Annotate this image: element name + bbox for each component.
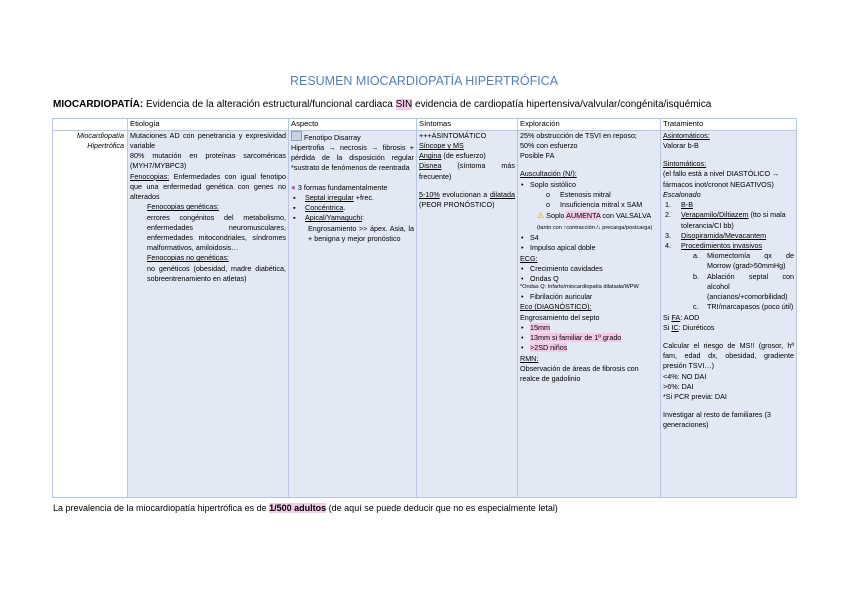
aspecto-b3 [291, 213, 414, 223]
ic-a: Si [663, 322, 672, 332]
ic-c: : Diuréticos [678, 322, 715, 332]
header-tratamiento: Tratamiento [661, 119, 797, 131]
fenocopias-text: Enfermedades con igual fenotipo que una enfermedad genética con genes no alterados [130, 171, 286, 202]
aspecto-l1-text: Fenotipo Disarray [302, 132, 361, 142]
intro-label: MIOCARDIOPATÍA: [53, 99, 144, 110]
ecg-note: *Ondas Q: Infarto/miocardiopatía dilatada/WPW [520, 284, 639, 291]
tto-4: 4. Procedimientos invasivos [665, 240, 763, 250]
fenocopias-label: Fenocopias: [130, 171, 170, 181]
tto-4a: a. Miomectomía qx de Morrow (grad>50mmHg) [693, 251, 794, 271]
footer-highlight: 1/500 adultos [269, 503, 327, 513]
sintomaticos-text: (el fallo está a nivel DIASTÓLICO → fármacos inot/cronot NEGATIVOS) [663, 169, 780, 189]
footer-note [53, 503, 558, 513]
estenosis-mitral: o Estenosis mitral [520, 190, 658, 200]
tto-4a-text: Miomectomía qx de Morrow (grad>50mmHg) [707, 251, 794, 271]
riesgo-2: >6%: DAI [663, 381, 694, 391]
eco-2sd [520, 343, 658, 353]
tto-4b: b. Ablación septal con alcohol (ancianos/+comorbilidad) [693, 271, 794, 302]
tto-4-text: Procedimientos invasivos [681, 240, 763, 250]
fa-c: : AOD [680, 312, 700, 322]
eco-label: Eco (DIAGNÓSTICO): [520, 302, 592, 312]
aspecto-l3-text: 3 formas fundamentalmente [295, 182, 388, 192]
auscultacion-label: Auscultación (N/): [520, 169, 577, 179]
soplo-sistolico: • Soplo sistólico [520, 180, 658, 190]
riesgo-3: *Si PCR previa: DAI [663, 392, 727, 402]
warning-icon: ⚠ [537, 211, 545, 221]
row-label [53, 130, 128, 497]
tto-4c-text: TRI/marcapasos (poco útil) [707, 302, 794, 312]
apical-label: Apical/Yamaguchi [305, 213, 362, 223]
fenocopias-no-geneticas-label: Fenocopias no genéticas: [147, 253, 229, 263]
apical-text: Engrosamiento >> ápex. Asia, la + benigna y mejor pronóstico [308, 223, 414, 243]
page-title: RESUMEN MIOCARDIOPATÍA HIPERTRÓFICA [289, 74, 559, 88]
sintomas-l2: Síncope y MS [419, 141, 464, 150]
header-etiologia: Etiología [128, 119, 289, 131]
rmn-label: RMN: [520, 353, 539, 363]
aspecto-b2 [291, 203, 414, 213]
intro-text-a: Evidencia de la alteración estructural/funcional cardiaca [143, 99, 396, 110]
ic-b: IC [671, 322, 679, 332]
disnea-label: Disnea [419, 161, 442, 171]
bullet-dot-icon: ● [291, 182, 296, 192]
fenocopias-geneticas-label: Fenocopias genéticas: [147, 202, 219, 212]
etiologia-p1: Mutaciones AD con penetrancia y expresividad variable [130, 130, 286, 150]
footer-a: La prevalencia de la miocardiopatía hipertrófica es de [53, 503, 270, 513]
ecg-label: ECG: [520, 253, 538, 263]
header-aspecto: Aspecto [289, 119, 417, 131]
ecg-crecimiento: • Crecimiento cavidades [520, 264, 658, 274]
impulso-apical: • Impulso apical doble [520, 243, 658, 253]
cell-tratamiento [661, 130, 797, 497]
disnea-rest: (síntoma más frecuente) [419, 161, 515, 181]
fenocopias-no-geneticas-text: no genéticos (obesidad, madre diabética, sobreentrenamiento en atletas) [147, 263, 286, 283]
riesgo-1: <4%: NO DAI [663, 371, 707, 381]
exploracion-l3: Posible FA [520, 151, 555, 161]
sintomas-l5 [419, 190, 515, 210]
riesgo-ms: Calcular el riesgo de MS!! (grosor, hª fam, edad dx, obesidad, gradiente presión TSVI…) [663, 340, 794, 371]
tto-4b-text: Ablación septal con alcohol (ancianos/+comorbilidad) [707, 271, 794, 302]
concentrica-label: Concéntrica [305, 203, 344, 213]
s4: • S4 [520, 233, 658, 243]
intro-text-b: evidencia de cardiopatía hipertensiva/valvular/congénita/isquémica [412, 99, 712, 110]
sintomas-l3 [419, 151, 515, 161]
ecg-ondas-q: • Ondas Q [520, 274, 658, 284]
cell-aspecto [289, 130, 417, 497]
body-row [53, 130, 797, 497]
tto-2-text: Verapamilo/Diltiazem [681, 210, 749, 220]
etiologia-p2: 80% mutación en proteínas sarcoméricas (MYH7/MYBPC3) [130, 151, 286, 171]
concentrica-rest: . [343, 203, 346, 213]
pct-rest: evolucionan a [439, 189, 490, 199]
eco-13mm-text: 13mm si familiar de 1º grado [530, 333, 622, 343]
aspecto-b1 [291, 193, 414, 203]
fa-b: FA [671, 312, 681, 322]
eco-engrosamiento: Engrosamiento del septo [520, 312, 600, 322]
eco-15mm-text: 15mm [530, 322, 550, 332]
fenocopias-geneticas-list: errores congénitos del metabolismo, enfermedades neuromusculares, enfermedades mitocondriales, síndromes malformativos, amiloidosis… [147, 212, 286, 253]
angina-rest: (de esfuerzo) [441, 151, 486, 161]
summary-table [52, 118, 797, 498]
warn-aumenta: AUMENTA [566, 211, 601, 221]
tto-3-text: Disopiramida/Mevacantem [681, 230, 767, 240]
soplo-valsalva [520, 210, 658, 233]
header-exploracion: Exploración [518, 119, 661, 131]
image-icon [291, 131, 302, 141]
row-label-line2: Hipertrófica [87, 141, 124, 150]
angina-label: Angina [419, 151, 442, 161]
intro-highlight: SIN [395, 99, 413, 110]
fa-a: Si [663, 312, 672, 322]
intro-line [53, 99, 711, 110]
apical-rest: : [362, 213, 364, 223]
exploracion-l1: 25% obstrucción de TSVI en reposo; [520, 130, 637, 140]
eco-15mm [520, 323, 658, 333]
eco-13mm [520, 333, 658, 343]
ecg-fibrilacion: • Fibrilación auricular [520, 292, 658, 302]
asintomaticos-label: Asintomáticos: [663, 130, 710, 140]
aspecto-l2: Hipertrofia → necrosis → fibrosis + pérdida de la disposición regular *sustrato de fenómenos de reentrada [291, 143, 414, 173]
etiologia-fenocopias [130, 172, 286, 203]
aspecto-l1 [291, 131, 414, 143]
pct-label: 5-10% [419, 189, 440, 199]
sintomas-l4 [419, 161, 515, 181]
dilatada-rest: (PEOR PRONÓSTICO) [419, 200, 495, 210]
aspecto-l3 [291, 182, 414, 193]
header-sintomas: Síntomas [417, 119, 518, 131]
dilatada-label: dilatada [489, 189, 515, 199]
header-row [53, 119, 797, 131]
tto-ic [663, 323, 794, 333]
septal-rest: +frec. [353, 193, 374, 203]
exploracion-l2: 50% con esfuerzo [520, 141, 578, 150]
tto-1-text: B-B [681, 200, 693, 210]
escalonado-label: Escalonado [663, 189, 701, 199]
sintomas-l1: +++ASINTOMÁTICO [419, 130, 487, 140]
row-label-line1: Miocardiopatía [76, 130, 124, 140]
header-empty [53, 119, 128, 131]
tto-4c: c. TRI/marcapasos (poco útil) [693, 302, 794, 312]
cell-etiologia [128, 130, 289, 497]
tto-fa [663, 313, 794, 323]
rmn-text: Observación de áreas de fibrosis con realce de gadolinio [520, 363, 639, 383]
tto-3: 3. Disopiramida/Mevacantem [665, 230, 767, 240]
warn-c: con VALSALVA [600, 211, 652, 221]
tto-1: 1. B-B [665, 200, 693, 210]
familiares: Investigar al resto de familiares (3 generaciones) [663, 410, 771, 430]
insuficiencia-mitral: o Insuficiencia mitral x SAM [520, 200, 658, 210]
footer-c: (de aquí se puede deducir que no es especialmente letal) [326, 503, 558, 513]
septal-label: Septal irregular [305, 193, 354, 203]
cell-exploracion [518, 130, 661, 497]
asintomaticos-text: Valorar b-B [663, 141, 699, 150]
warn-d: (tanto con ↑contracción /↓ precarga/postcarga) [537, 225, 653, 232]
cell-sintomas [417, 130, 518, 497]
tto-2: 2. Verapamilo/Diltiazem (tto si mala tolerancia/CI bb) [665, 210, 786, 230]
warn-a: Soplo [544, 211, 567, 221]
tto-2-rest: (tto si mala tolerancia/CI bb) [681, 210, 786, 230]
sintomaticos-label: Sintomáticos: [663, 159, 707, 169]
eco-2sd-text: >2SD niños [530, 343, 568, 353]
